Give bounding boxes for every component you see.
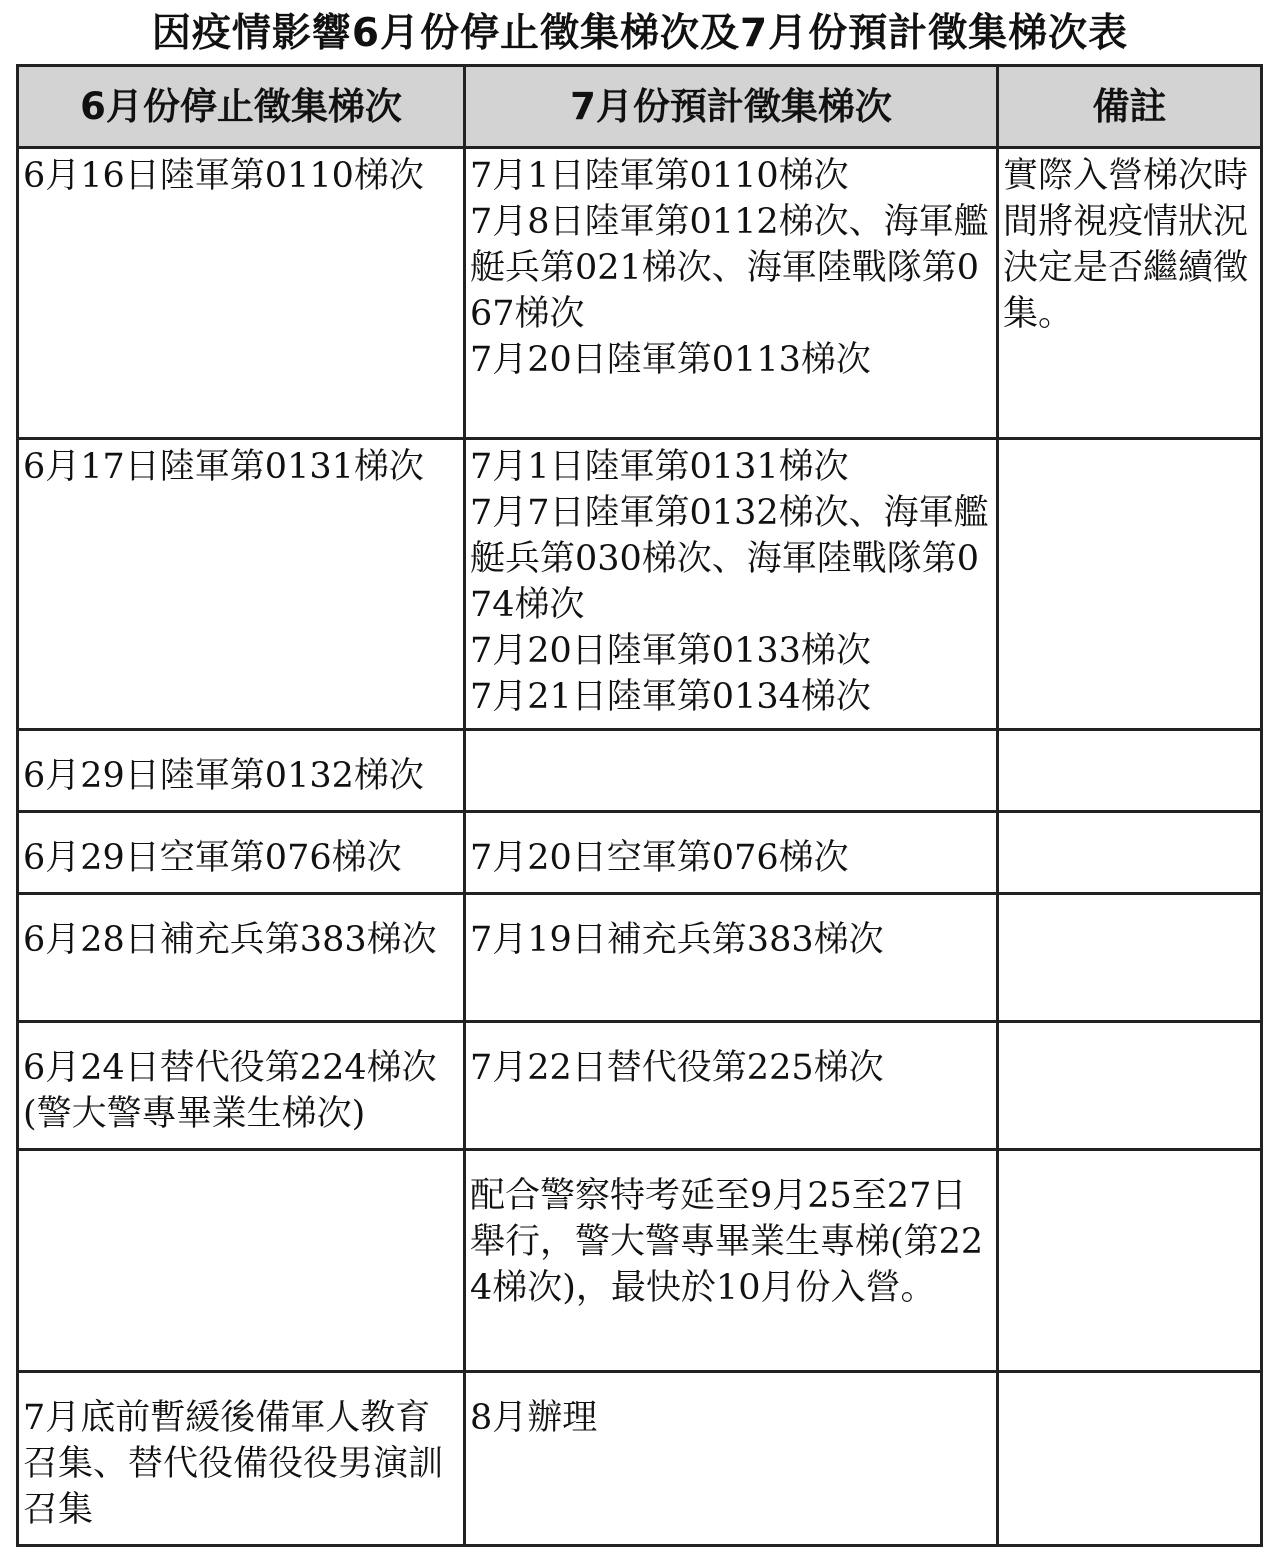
july-cell: [465, 148, 998, 439]
table-row: [18, 730, 1262, 812]
july-entry: 7月7日陸軍第0132梯次、海軍艦艇兵第030梯次、海軍陸戰隊第074梯次: [470, 493, 989, 625]
remark-cell: [998, 730, 1262, 812]
table-row: [18, 1022, 1262, 1150]
remark-text: 實際入營梯次時間將視疫情狀況決定是否繼續徵集。: [1003, 156, 1249, 334]
july-cell: [465, 1022, 998, 1150]
june-cell: [18, 894, 465, 1022]
header-july-planned: 7月份預計徵集梯次: [465, 66, 998, 148]
june-entry: 6月24日替代役第224梯次(警大警專畢業生梯次): [23, 1048, 437, 1134]
june-cell: [18, 812, 465, 894]
table-row: [18, 148, 1262, 439]
july-entry: 8月辦理: [470, 1398, 598, 1438]
june-entry: 6月28日補充兵第383梯次: [23, 920, 437, 960]
table-row: [18, 894, 1262, 1022]
july-entry: 7月20日空軍第076梯次: [470, 838, 849, 878]
table-header-row: [18, 66, 1262, 148]
remark-cell: [998, 1022, 1262, 1150]
table-row: [18, 439, 1262, 730]
june-entry: 6月16日陸軍第0110梯次: [23, 156, 424, 196]
july-cell: [465, 1150, 998, 1372]
table-row: [18, 812, 1262, 894]
remark-cell: [998, 812, 1262, 894]
schedule-table: [16, 64, 1263, 1547]
june-cell: [18, 148, 465, 439]
page-title: 因疫情影響6月份停止徵集梯次及7月份預計徵集梯次表: [151, 11, 1129, 56]
july-entry: 7月1日陸軍第0131梯次: [470, 447, 849, 487]
july-cell: [465, 812, 998, 894]
remark-cell: [998, 894, 1262, 1022]
june-entry: 6月17日陸軍第0131梯次: [23, 447, 424, 487]
july-cell: [465, 1372, 998, 1546]
july-entry: 7月19日補充兵第383梯次: [470, 920, 884, 960]
header-remarks: 備註: [998, 66, 1262, 148]
july-entry: 7月22日替代役第225梯次: [470, 1048, 884, 1088]
july-cell: [465, 730, 998, 812]
july-entry: 7月1日陸軍第0110梯次: [470, 156, 849, 196]
remark-cell: [998, 148, 1262, 439]
july-cell: [465, 894, 998, 1022]
july-cell: [465, 439, 998, 730]
july-entry: 7月20日陸軍第0113梯次: [470, 340, 871, 380]
june-entry: 6月29日陸軍第0132梯次: [23, 756, 424, 796]
july-entry: 7月21日陸軍第0134梯次: [470, 677, 871, 717]
june-cell: [18, 439, 465, 730]
june-entry: 6月29日空軍第076梯次: [23, 838, 402, 878]
table-row: [18, 1372, 1262, 1546]
remark-cell: [998, 439, 1262, 730]
header-june-suspended: 6月份停止徵集梯次: [18, 66, 465, 148]
remark-cell: [998, 1150, 1262, 1372]
june-cell: [18, 730, 465, 812]
remark-cell: [998, 1372, 1262, 1546]
july-entry: 配合警察特考延至9月25至27日舉行，警大警專畢業生專梯(第224梯次)，最快於10月份入營。: [470, 1176, 984, 1308]
june-entry: 7月底前暫緩後備軍人教育召集、替代役備役役男演訓召集: [23, 1398, 444, 1530]
june-cell: [18, 1372, 465, 1546]
table-row: [18, 1150, 1262, 1372]
june-cell: [18, 1150, 465, 1372]
july-entry: 7月8日陸軍第0112梯次、海軍艦艇兵第021梯次、海軍陸戰隊第067梯次: [470, 202, 989, 334]
july-entry: 7月20日陸軍第0133梯次: [470, 631, 871, 671]
june-cell: [18, 1022, 465, 1150]
